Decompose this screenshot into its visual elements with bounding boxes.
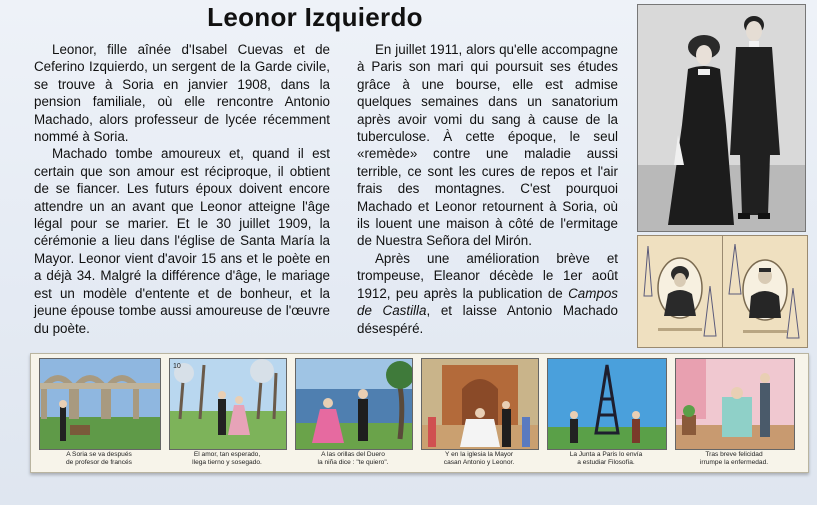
page-title: Leonor Izquierdo bbox=[207, 2, 423, 32]
panel-number: 10 bbox=[173, 363, 181, 370]
text-column-left bbox=[34, 41, 330, 337]
postcard-antonio bbox=[722, 235, 808, 348]
strip-panel bbox=[675, 358, 795, 450]
strip-panel bbox=[39, 358, 161, 450]
comic-strip bbox=[30, 353, 809, 473]
strip-caption: A las orillas del Duero la niña dice : "te quiero". bbox=[317, 451, 389, 466]
strip-caption: A Soria se va después de profesor de francés bbox=[66, 451, 132, 466]
paragraph: Après une amélioration brève et trompeuse, Eleanor décède le 1er août 1912, peu après la publication de Campos de Castilla, et laisse Antonio Machado désespéré. bbox=[357, 250, 618, 336]
strip-caption: Y en la iglesia la Mayor casan Antonio y Leonor. bbox=[443, 451, 515, 466]
strip-caption: El amor, tan esperado, llega tierno y sosegado. bbox=[192, 451, 262, 466]
paragraph: Machado tombe amoureux et, quand il est certain que son amour est réciproque, il obtient de se fiancer. Les futurs époux doivent encore attendre un an avant que Leonor atteigne l'âge légal pour se marier. Et le 30 juillet 1909, la cérémonie a lieu dans l'église de Santa María la Mayor. Leonor vient d'avoir 15 ans et le poète en a déjà 34. Malgré la différence d'âge, le mariage est un modèle d'entente et de bonheur, et la jeune épouse tombe aussi amoureuse de l'œuvre du poète. bbox=[34, 146, 330, 336]
paragraph: Leonor, fille aînée d'Isabel Cuevas et de Ceferino Izquierdo, un sergent de la Garde civile, se trouve à Soria en janvier 1908, dans la pension familiale, où elle rencontre Antonio Machado, alors professeur de lycée récemment nommé à Soria. bbox=[34, 42, 330, 145]
wedding-photo bbox=[637, 4, 806, 232]
strip-caption: Tras breve felicidad irrumpe la enfermedad. bbox=[699, 451, 769, 466]
book-title: Campos de Castilla bbox=[357, 285, 618, 319]
strip-caption: La Junta a Paris lo envía a estudiar Filosofía. bbox=[569, 451, 643, 466]
strip-panel bbox=[421, 358, 539, 450]
paragraph: En juillet 1911, alors qu'elle accompagne à Paris son mari qui poursuit ses études grâce à une bourse, elle est admise quelques semaines dans un sanatorium après avoir vomi du sang à cause de la tuberculose. À cette époque, le seul «remède» contre une maladie aussi terrible, ce sont les cures de repos et l'air frais des montagnes. C'est pourquoi Machado et Leonor retournent à Soria, où ils louent une maison à côté de l'ermitage de Nuestra Señora del Mirón. bbox=[357, 42, 618, 249]
strip-panel bbox=[547, 358, 667, 450]
text-column-right bbox=[357, 41, 618, 337]
strip-panel bbox=[295, 358, 413, 450]
strip-panel bbox=[169, 358, 287, 450]
postcard-leonor bbox=[637, 235, 723, 348]
